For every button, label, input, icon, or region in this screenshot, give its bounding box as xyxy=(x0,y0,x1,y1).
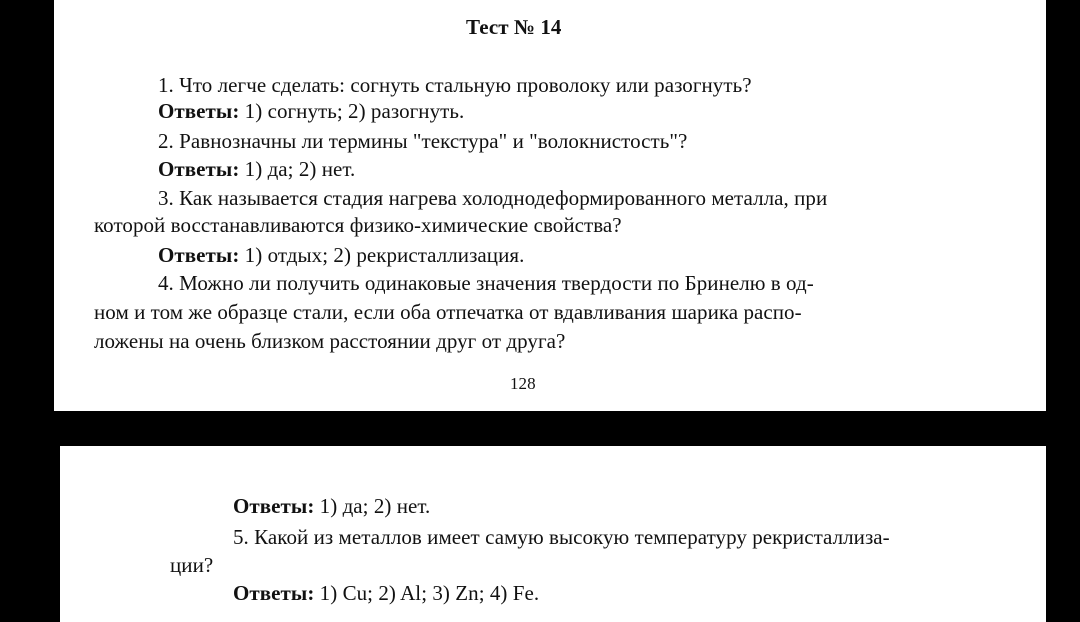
answer-1 xyxy=(158,98,464,124)
top-page xyxy=(54,0,1046,411)
answer-3-text: 1) отдых; 2) рекристаллизация. xyxy=(239,243,525,267)
answer-4 xyxy=(233,493,430,519)
answer-1-label: Ответы: xyxy=(158,99,240,123)
test-title: Тест № 14 xyxy=(466,15,562,39)
question-5-line-2: ции? xyxy=(170,553,214,577)
question-4-line-3: ложены на очень близком расстоянии друг от друга? xyxy=(94,329,566,353)
question-2: 2. Равнозначны ли термины "текстура" и "волокнистость"? xyxy=(158,129,688,153)
bottom-page xyxy=(60,446,1046,622)
page-number: 128 xyxy=(510,374,536,393)
question-3-line-2: которой восстанавливаются физико-химические свойства? xyxy=(94,213,622,237)
answer-3 xyxy=(158,242,524,268)
answer-2 xyxy=(158,156,355,182)
answer-3-label: Ответы: xyxy=(158,243,240,267)
question-4-line-1: 4. Можно ли получить одинаковые значения твердости по Бринелю в од- xyxy=(158,271,814,295)
question-4-line-2: ном и том же образце стали, если оба отпечатка от вдавливания шарика распо- xyxy=(94,300,802,324)
answer-4-text: 1) да; 2) нет. xyxy=(314,494,431,518)
question-5-line-1: 5. Какой из металлов имеет самую высокую температуру рекристаллиза- xyxy=(233,525,890,549)
answer-5-label: Ответы: xyxy=(233,581,315,605)
answer-5-text: 1) Cu; 2) Al; 3) Zn; 4) Fe. xyxy=(314,581,540,605)
answer-4-label: Ответы: xyxy=(233,494,315,518)
question-1: 1. Что легче сделать: согнуть стальную проволоку или разогнуть? xyxy=(158,73,752,97)
answer-2-text: 1) да; 2) нет. xyxy=(239,157,356,181)
question-3-line-1: 3. Как называется стадия нагрева холоднодеформированного металла, при xyxy=(158,186,828,210)
answer-1-text: 1) согнуть; 2) разогнуть. xyxy=(239,99,465,123)
answer-2-label: Ответы: xyxy=(158,157,240,181)
answer-5 xyxy=(233,580,539,606)
